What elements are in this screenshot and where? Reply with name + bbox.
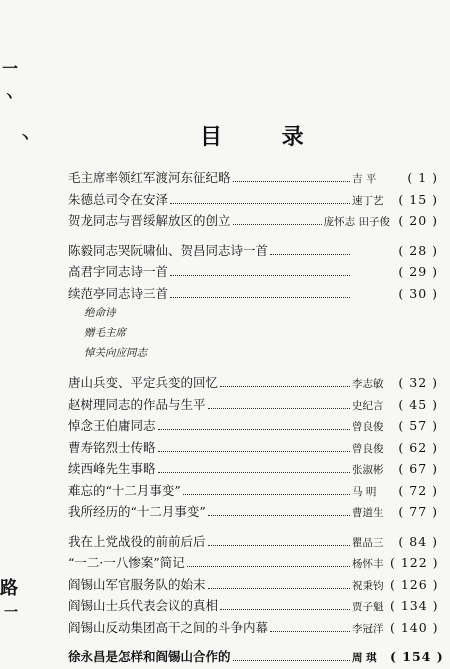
toc-sub-item: 悼关向应同志 bbox=[84, 347, 147, 359]
toc-entry-author: 李冠洋 bbox=[352, 622, 384, 635]
toc-entry-title: 难忘的“十二月事变” bbox=[68, 482, 181, 498]
toc-entry-author: 曹道生 bbox=[352, 507, 384, 519]
toc-entry-page: ( 77 ) bbox=[398, 504, 438, 519]
toc-entry[interactable] bbox=[68, 575, 438, 597]
leader-dots bbox=[170, 267, 350, 276]
toc-entry-author: 祝秉钧 bbox=[352, 579, 384, 592]
margin-mark: ヽ bbox=[2, 89, 16, 105]
toc-entry-page: ( 30 ) bbox=[398, 285, 438, 301]
leader-dots bbox=[183, 486, 350, 495]
leader-dots bbox=[158, 443, 350, 452]
toc-sub-item: 绝命诗 bbox=[84, 307, 116, 319]
leader-dots bbox=[208, 537, 350, 546]
margin-mark: 一 bbox=[2, 59, 19, 78]
toc-entry[interactable] bbox=[68, 618, 438, 640]
spacer bbox=[68, 365, 438, 373]
toc-entry-author: 庞怀志 田子俊 bbox=[323, 216, 390, 228]
toc-entry-title: 我所经历的“十二月事变” bbox=[68, 504, 206, 519]
toc-entry-title: 高君宇同志诗一首 bbox=[68, 264, 169, 279]
margin-mark: 丶 bbox=[18, 131, 32, 147]
toc-entry-title: 曹寿铭烈士传略 bbox=[68, 439, 156, 455]
toc-entry-author: 张淑彬 bbox=[352, 464, 384, 476]
toc-entry-page: ( 67 ) bbox=[398, 461, 438, 476]
table-of-contents bbox=[68, 168, 444, 669]
leader-dots bbox=[220, 378, 350, 387]
toc-entry-page: ( 15 ) bbox=[398, 191, 438, 207]
leader-dots bbox=[158, 464, 350, 473]
toc-entry-page: ( 28 ) bbox=[398, 242, 438, 258]
toc-entry-page: ( 57 ) bbox=[398, 418, 438, 433]
toc-entry-page: ( 134 ) bbox=[390, 598, 439, 613]
page-title: 目 录 bbox=[200, 124, 330, 150]
toc-entry-author: 李志敏 bbox=[352, 378, 384, 390]
leader-dots bbox=[220, 601, 350, 610]
leader-dots bbox=[233, 652, 350, 661]
toc-entry[interactable] bbox=[68, 168, 438, 190]
leader-dots bbox=[270, 623, 350, 632]
toc-entry-author: 史纪言 bbox=[352, 399, 384, 412]
toc-entry[interactable] bbox=[68, 459, 438, 481]
margin-mark: 路 bbox=[0, 578, 18, 599]
margin-mark: 一 bbox=[4, 605, 18, 621]
leader-dots bbox=[158, 421, 350, 430]
toc-entry-title: 毛主席率领红军渡河东征纪略 bbox=[68, 170, 231, 185]
toc-entry[interactable] bbox=[68, 211, 438, 233]
toc-entry-page: ( 140 ) bbox=[390, 619, 439, 635]
toc-entry-page: ( 84 ) bbox=[398, 533, 438, 549]
toc-entry-title: 悼念王伯庸同志 bbox=[68, 418, 156, 433]
toc-entry-page: ( 126 ) bbox=[390, 576, 439, 592]
toc-entry[interactable] bbox=[68, 481, 438, 503]
toc-entry-title: 阎锡山士兵代表会议的真相 bbox=[68, 598, 219, 613]
toc-entry[interactable] bbox=[68, 502, 438, 524]
toc-entry-page: ( 62 ) bbox=[398, 439, 438, 455]
spacer bbox=[68, 233, 438, 241]
toc-entry-page: ( 1 ) bbox=[407, 170, 438, 185]
spacer bbox=[68, 639, 438, 647]
toc-entry-author: 曾良俊 bbox=[352, 442, 384, 455]
toc-entry-title: 徐永昌是怎样和阎锡山合作的 bbox=[68, 649, 231, 664]
toc-entry-author: 吉 平 bbox=[352, 173, 377, 185]
toc-entry-title: 赵树理同志的作品与生平 bbox=[68, 396, 206, 412]
toc-entry[interactable] bbox=[68, 373, 438, 395]
leader-dots bbox=[208, 400, 350, 409]
toc-entry[interactable] bbox=[68, 241, 438, 263]
toc-entry[interactable] bbox=[68, 438, 438, 460]
leader-dots bbox=[187, 558, 350, 567]
toc-entry-author: 杨怀丰 bbox=[352, 558, 384, 570]
leader-dots bbox=[233, 216, 322, 225]
toc-entry-title: 续范亭同志诗三首 bbox=[68, 285, 169, 301]
toc-entry-page: ( 72 ) bbox=[398, 482, 438, 498]
toc-entry-title: 阎锡山军官服务队的始末 bbox=[68, 576, 206, 592]
leader-dots bbox=[208, 580, 350, 589]
toc-entry-page: ( 154 ) bbox=[390, 649, 444, 664]
toc-entry[interactable] bbox=[68, 190, 438, 212]
toc-entry-title: 贺龙同志与晋绥解放区的创立 bbox=[68, 213, 231, 228]
toc-entry-author: 瞿品三 bbox=[352, 536, 384, 549]
toc-entry-author: 周 琪 bbox=[352, 652, 377, 664]
toc-entry[interactable] bbox=[68, 532, 438, 554]
toc-entry-title: 续西峰先生事略 bbox=[68, 461, 156, 476]
leader-dots bbox=[208, 507, 350, 516]
toc-entry[interactable] bbox=[68, 596, 438, 618]
spacer bbox=[68, 524, 438, 532]
leader-dots bbox=[270, 246, 350, 255]
leader-dots bbox=[170, 289, 350, 298]
toc-entry[interactable] bbox=[68, 553, 438, 575]
toc-entry[interactable] bbox=[68, 416, 438, 438]
toc-entry[interactable] bbox=[68, 395, 438, 417]
toc-entry-title: “一二·一八惨案”简记 bbox=[68, 555, 185, 570]
toc-entry-page: ( 122 ) bbox=[390, 555, 439, 570]
toc-sub-item: 赠毛主席 bbox=[84, 327, 126, 339]
toc-entry-author: 马 明 bbox=[352, 485, 377, 498]
toc-entry-page: ( 20 ) bbox=[398, 213, 438, 228]
toc-entry-title: 我在上党战役的前前后后 bbox=[68, 533, 206, 549]
toc-entry-author: 速丁艺 bbox=[352, 194, 384, 207]
toc-entry-page: ( 29 ) bbox=[398, 264, 438, 279]
toc-entry-page: ( 45 ) bbox=[398, 396, 438, 412]
toc-entry[interactable] bbox=[68, 647, 444, 669]
toc-entry-author: 贾子魁 bbox=[352, 601, 384, 613]
toc-entry-title: 陈毅同志哭阮啸仙、贺昌同志诗一首 bbox=[68, 242, 269, 258]
leader-dots bbox=[170, 195, 350, 204]
toc-entry[interactable] bbox=[68, 284, 438, 306]
toc-entry-author: 曾良俊 bbox=[352, 421, 384, 433]
toc-entry-title: 阎锡山反动集团高干之间的斗争内幕 bbox=[68, 619, 269, 635]
toc-entry-page: ( 32 ) bbox=[398, 375, 438, 390]
toc-entry[interactable] bbox=[68, 262, 438, 284]
leader-dots bbox=[233, 173, 350, 182]
toc-entry-title: 朱德总司令在安泽 bbox=[68, 191, 169, 207]
toc-entry-title: 唐山兵变、平定兵变的回忆 bbox=[68, 375, 219, 390]
